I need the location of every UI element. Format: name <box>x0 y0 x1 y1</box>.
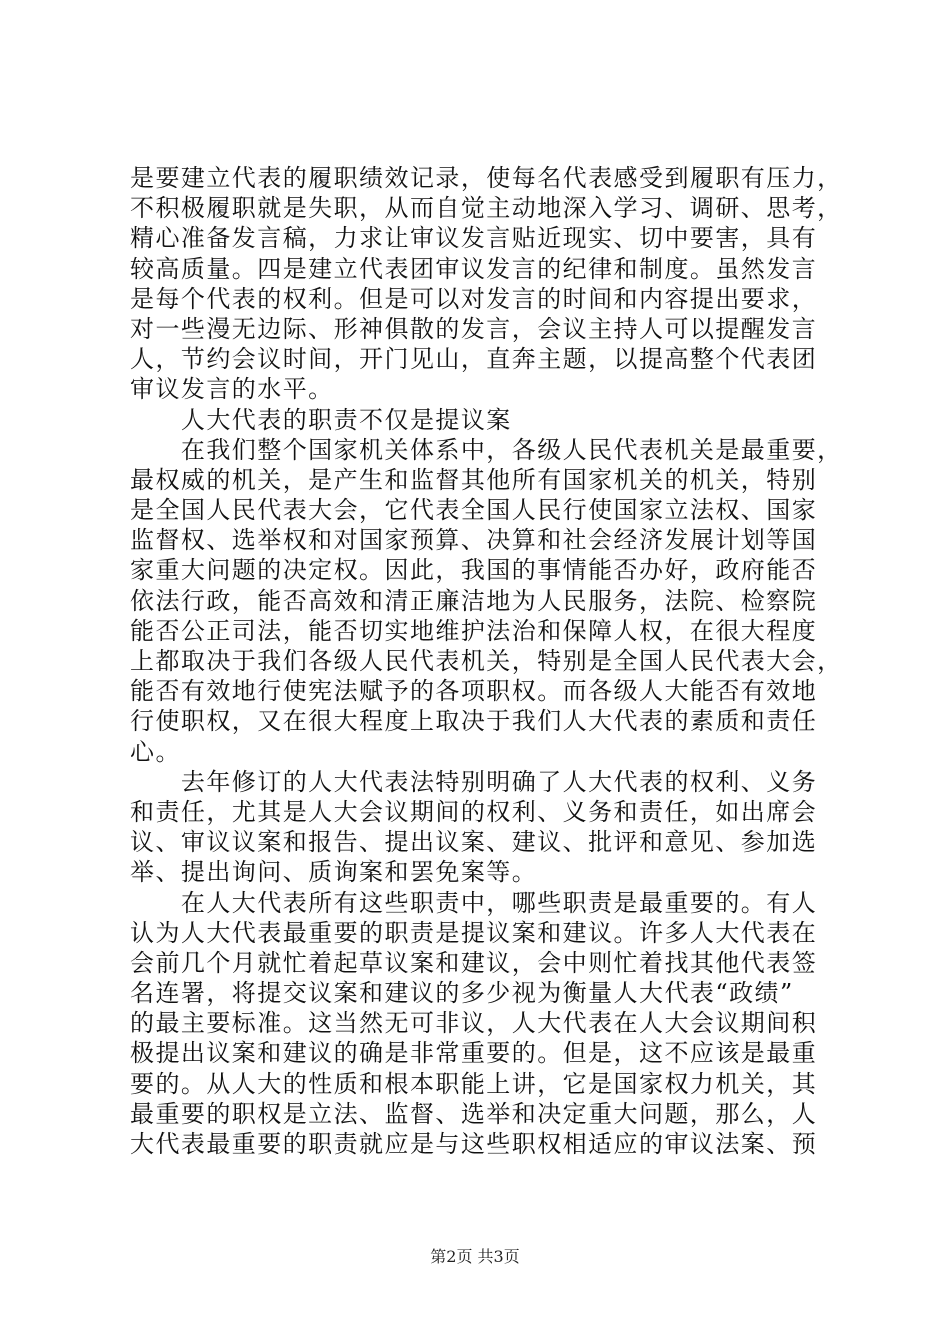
text-line: 在人大代表所有这些职责中，哪些职责是最重要的。有人 <box>130 888 818 917</box>
text-line: 要的。从人大的性质和根本职能上讲，它是国家权力机关，其 <box>130 1069 818 1098</box>
text-line: 大代表最重要的职责就应是与这些职权相适应的审议法案、预 <box>130 1130 818 1158</box>
text-line: 是每个代表的权利。但是可以对发言的时间和内容提出要求， <box>130 284 818 313</box>
text-line: 人大代表的职责不仅是提议案 <box>130 405 512 434</box>
text-line: 不积极履职就是失职，从而自觉主动地深入学习、调研、思考， <box>130 194 843 223</box>
text-line: 人，节约会议时间，开门见山，直奔主题，以提高整个代表团 <box>130 345 818 374</box>
text-line: 去年修订的人大代表法特别明确了人大代表的权利、义务 <box>130 767 818 796</box>
text-line: 心。 <box>130 737 181 766</box>
text-line: 能否公正司法，能否切实地维护法治和保障人权，在很大程度 <box>130 616 818 645</box>
text-line: 能否有效地行使宪法赋予的各项职权。而各级人大能否有效地 <box>130 677 818 706</box>
text-line: 是要建立代表的履职绩效记录，使每名代表感受到履职有压力， <box>130 164 843 192</box>
text-line: 监督权、选举权和对国家预算、决算和社会经济发展计划等国 <box>130 526 818 555</box>
text-line: 行使职权，又在很大程度上取决于我们人大代表的素质和责任 <box>130 707 818 736</box>
text-line: 极提出议案和建议的确是非常重要的。但是，这不应该是最重 <box>130 1039 818 1068</box>
page-footer: 第2页 共3页 <box>430 1247 520 1266</box>
text-line: 最重要的职权是立法、监督、选举和决定重大问题，那么，人 <box>130 1099 818 1128</box>
text-line: 是全国人民代表大会，它代表全国人民行使国家立法权、国家 <box>130 496 818 525</box>
text-line: 对一些漫无边际、形神俱散的发言，会议主持人可以提醒发言 <box>130 314 818 343</box>
text-line: 依法行政，能否高效和清正廉洁地为人民服务，法院、检察院 <box>130 586 818 615</box>
text-line: 会前几个月就忙着起草议案和建议，会中则忙着找其他代表签 <box>130 948 818 977</box>
text-line: 名连署，将提交议案和建议的多少视为衡量人大代表“政绩” <box>130 979 794 1008</box>
text-line: 议、审议议案和报告、提出议案、建议、批评和意见、参加选 <box>130 828 818 857</box>
text-line: 较高质量。四是建立代表团审议发言的纪律和制度。虽然发言 <box>130 254 818 283</box>
text-line: 最权威的机关，是产生和监督其他所有国家机关的机关，特别 <box>130 465 818 494</box>
text-line: 审议发言的水平。 <box>130 375 334 404</box>
text-line: 举、提出询问、质询案和罢免案等。 <box>130 858 538 887</box>
text-line: 和责任，尤其是人大会议期间的权利、义务和责任，如出席会 <box>130 797 818 826</box>
text-line: 认为人大代表最重要的职责是提议案和建议。许多人大代表在 <box>130 918 818 947</box>
text-line: 家重大问题的决定权。因此，我国的事情能否办好，政府能否 <box>130 556 818 585</box>
text-line: 精心准备发言稿，力求让审议发言贴近现实、切中要害，具有 <box>130 224 818 253</box>
text-line: 的最主要标准。这当然无可非议，人大代表在人大会议期间积 <box>130 1009 818 1038</box>
text-line: 上都取决于我们各级人民代表机关，特别是全国人民代表大会， <box>130 647 843 675</box>
document-body <box>130 163 843 1159</box>
text-line: 在我们整个国家机关体系中，各级人民代表机关是最重要， <box>130 435 843 464</box>
